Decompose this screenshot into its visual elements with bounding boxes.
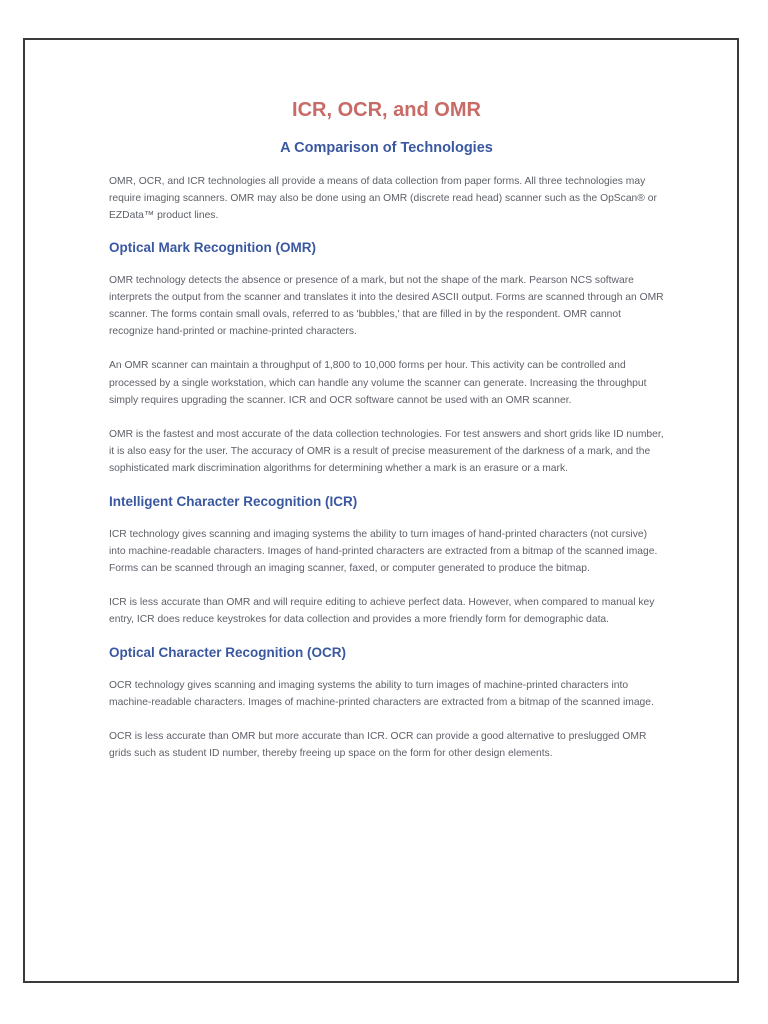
- omr-paragraph: OMR technology detects the absence or presence of a mark, but not the shape of the mark. Pearson NCS software interprets the output from the scanner and translates it into the desired ASCII output. Forms are scanned through an OMR scanner. The forms contain small ovals, referred to as 'bubbles,' that are filled in by the respondent. OMR cannot recognize hand-printed or machine-printed characters.: [109, 274, 664, 338]
- icr-paragraph: ICR is less accurate than OMR and will require editing to achieve perfect data. However, when compared to manual key entry, ICR does reduce keystrokes for data collection and provides a more friendly form for demographic data.: [109, 597, 655, 626]
- icr-paragraph: ICR technology gives scanning and imaging systems the ability to turn images of hand-printed characters (not cursive) into machine-readable characters. Images of hand-printed characters are extracted from a bitmap of the scanned image. Forms can be scanned through an imaging scanner, faxed, or computer generated to produce the bitmap.: [109, 528, 658, 575]
- omr-paragraph: OMR is the fastest and most accurate of the data collection technologies. For test answers and short grids like ID number, it is also easy for the user. The accuracy of OMR is a result of precise measurement of the darkness of a mark, and the sophisticated mark discrimination algorithms for determining whether a mark is an erasure or a mark.: [109, 429, 664, 475]
- section-icr: [109, 493, 664, 629]
- ocr-paragraph: OCR technology gives scanning and imaging systems the ability to turn images of machine-printed characters into machine-readable characters. Images of machine-printed characters are extracted from a bitmap of the scanned image.: [109, 679, 654, 708]
- ocr-paragraph: OCR is less accurate than OMR but more accurate than ICR. OCR can provide a good alternative to preslugged OMR grids such as student ID number, thereby freeing up space on the form for other design elements.: [109, 731, 647, 760]
- document-title: ICR, OCR, and OMR: [292, 99, 481, 121]
- section-heading-omr: Optical Mark Recognition (OMR): [109, 239, 317, 255]
- section-heading-ocr: Optical Character Recognition (OCR): [109, 644, 347, 660]
- section-heading-icr: Intelligent Character Recognition (ICR): [109, 493, 358, 509]
- omr-paragraph: An OMR scanner can maintain a throughput of 1,800 to 10,000 forms per hour. This activity can be controlled and processed by a single workstation, which can handle any volume the scanner can generate. Increasing the throughput simply requires upgrading the scanner. ICR and OCR software cannot be used with an OMR scanner.: [109, 360, 647, 406]
- section-omr: [109, 239, 664, 478]
- document-subtitle: A Comparison of Technologies: [280, 140, 493, 156]
- document-page: [23, 38, 739, 983]
- document-content: [109, 98, 664, 762]
- intro-paragraph: OMR, OCR, and ICR technologies all provide a means of data collection from paper forms. All three technologies may require imaging scanners. OMR may also be done using an OMR (discrete read head) scanner such as the OpScan® or EZData™ product lines.: [109, 176, 657, 222]
- section-ocr: [109, 644, 664, 763]
